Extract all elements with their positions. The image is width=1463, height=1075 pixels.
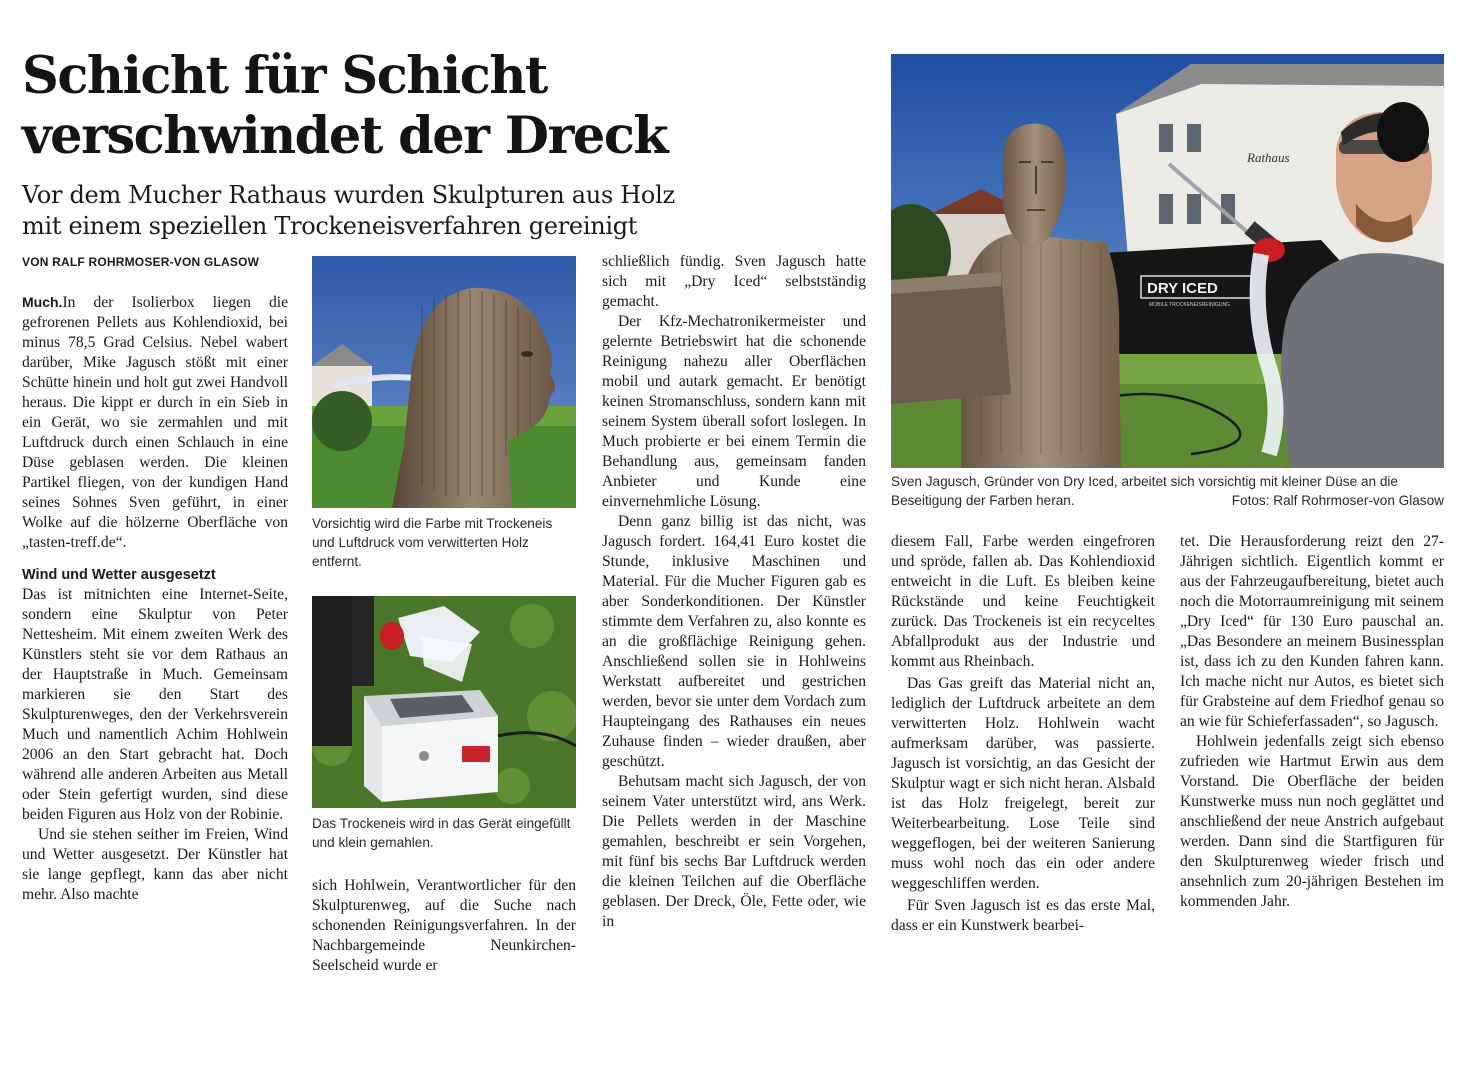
paragraph: schließlich fündig. Sven Jagusch hatte sich mit „Dry Iced“ selbstständig gemacht. — [602, 253, 866, 310]
subheadline-line-2: mit einem speziellen Trockeneisverfahren gereinigt — [22, 212, 638, 240]
rathaus-sign: Rathaus — [1247, 150, 1290, 165]
body-column-5 — [1180, 532, 1444, 978]
body-column-2 — [312, 876, 576, 976]
paragraph: Das ist mitnichten eine Internet-Seite, sondern eine Skulptur von Peter Nettesheim. Mit einem zweiten Werk des Künstlers steht sie vor dem Rathaus an der Hauptstraße in Much. Gemeinsam markieren sie den Start des Skulpturenweges, den der Verkehrsverein Much und namentlich Achim Hohlwein 2006 an den Start gebracht hat. Doch während alle anderen Arbeiten aus Metall oder Stein gefertigt wurden, sind diese beiden Figuren aus Holz von der Robinie. — [22, 586, 288, 823]
paragraph: Für Sven Jagusch ist es das erste Mal, dass er ein Kunstwerk bearbei- — [891, 897, 1155, 934]
body-column-3 — [602, 252, 866, 978]
paragraph: sich Hohlwein, Verantwortlicher für den Skulpturenweg, auf die Suche nach schonenden Reinigungsverfahren. In der Nachbargemeinde Neunkirchen-Seelscheid wurde er — [312, 877, 576, 974]
paragraph: Denn ganz billig ist das nicht, was Jagusch fordert. 164,41 Euro kostet die Stunde, inklusive Maschinen und Material. Für die Mucher Figuren gab es aber Sonderkonditionen. Der Künstler stimmte dem Verfahren zu, also konnte es an die großflächige Reinigung gehen. Anschließend sollen sie in Hohlweins Werkstatt aufbereitet und gestrichen werden, bevor sie unter dem Vordach zum Haupteingang des Rathauses ein neues Zuhause finden – wieder draußen, aber geschützt. — [602, 513, 866, 770]
paragraph: Und sie stehen seither im Freien, Wind und Wetter ausgesetzt. Der Künstler hat sie lange gepflegt, kann das aber nicht mehr. Also machte — [22, 826, 288, 903]
section-subtitle: Wind und Wetter ausgesetzt — [22, 567, 216, 583]
photo-main-cleaning — [891, 54, 1444, 468]
headline-line-2: verschwindet der Dreck — [22, 106, 668, 166]
van-subtext: MOBILE TROCKENEISREINIGUNG — [1149, 302, 1231, 308]
paragraph: Der Kfz-Mechatronikermeister und gelernte Betriebswirt hat die schonende Reinigung nahezu aller Oberflächen mobil und autark gemacht. Er benötigt keinen Stromanschluss, sondern kann mit seinem System überall sofort loslegen. In Much probierte er bei einem Termin die Behandlung aus, gemeinsam fanden Anbieter und Kunde eine einvernehmliche Lösung. — [602, 313, 866, 510]
caption-main-text: Sven Jagusch, Gründer von Dry Iced, arbeitet sich vorsichtig mit kleiner Düse an die Beseitigung der Farben heran. — [891, 474, 1398, 508]
van-logo: DRY ICED — [1147, 280, 1218, 297]
photo-dry-ice-machine — [312, 596, 576, 808]
caption-dry-ice-machine: Das Trockeneis wird in das Gerät eingefüllt und klein gemahlen. — [312, 816, 571, 850]
caption-sculpture-head: Vorsichtig wird die Farbe mit Trockeneis und Luftdruck vom verwitterten Holz entfernt. — [312, 516, 553, 569]
paragraph: diesem Fall, Farbe werden eingefroren und spröde, fallen ab. Das Kohlendioxid entweicht in die Luft. Es bleiben keine Rückstände und keine Feuchtigkeit zurück. Das Trockeneis ist ein recyceltes Abfallprodukt aus der Industrie und kommt aus Rheinbach. — [891, 533, 1155, 670]
dateline: Much. — [22, 294, 63, 310]
byline: VON RALF ROHRMOSER-VON GLASOW — [22, 255, 260, 269]
paragraph: Behutsam macht sich Jagusch, der von seinem Vater unterstützt wird, ans Werk. Die Pellets werden in der Maschine gemahlen, beschreibt er sein Vorgehen, mit fünf bis sechs Bar Luftdruck werden die kleinen Teilchen auf die Oberfläche geblasen. Der Dreck, Öle, Fette oder, wie in — [602, 773, 866, 930]
body-column-1 — [22, 292, 288, 978]
headline-line-1: Schicht für Schicht — [22, 46, 547, 106]
paragraph: Das Gas greift das Material nicht an, lediglich der Luftdruck arbeitete an dem verwitterten Holz. Hohlwein wacht aufmerksam darüber, was passierte. Jagusch ist vorsichtig, an das Gesicht der Skulptur wagt er sich nicht heran. Alsbald ist das Holz freigelegt, bereit zur Weiterbearbeitung. Lose Teile sind weggeflogen, bei der weiteren Sanierung muss wohl noch das ein oder andere weggeschliffen werden. — [891, 675, 1155, 892]
paragraph: In der Isolierbox liegen die gefrorenen Pellets aus Kohlendioxid, bei minus 78,5 Grad Celsius. Nebel wabert darüber, Mike Jagusch stößt mit einer Schütte hinein und holt gut zwei Handvoll heraus. Die kippt er durch in ein Sieb in ein Gerät, wo sie zermahlen und mit Luftdruck durch einen Schlauch in eine Düse geblasen werden. Die kleinen Partikel fliegen, von der kundigen Hand seines Sohnes Sven geführt, in einer Wolke auf die hölzerne Oberfläche von „tasten-treff.de“. — [22, 294, 288, 551]
paragraph: Hohlwein jedenfalls zeigt sich ebenso zufrieden wie Hartmut Erwin aus dem Vorstand. Die Oberfläche der beiden Kunstwerke muss nun noch geglättet und anschließend der neue Anstrich aufgebaut werden. Dann sind die Startfiguren für den Skulpturenweg wieder frisch und ansehnlich zum 20-jährigen Bestehen im kommenden Jahr. — [1180, 733, 1444, 910]
body-column-4 — [891, 532, 1155, 978]
subheadline — [22, 180, 882, 242]
paragraph: tet. Die Herausforderung reizt den 27-Jährigen sichtlich. Eigentlich kommt er aus der Fahrzeugaufbereitung, bietet auch noch die Motorraumreinigung mit seinem „Dry Iced“ für 130 Euro pauschal an. „Das Besondere an meinem Businessplan ist, dass ich zu den Kunden fahren kann. Ich mache nicht nur Autos, es bietet sich für Grabsteine auf dem Friedhof genau so an wie für Schieferfassaden“, so Jagusch. — [1180, 533, 1444, 730]
photo-credit: Fotos: Ralf Rohrmoser-von Glasow — [1231, 493, 1444, 508]
headline — [22, 46, 882, 166]
photo-sculpture-head — [312, 256, 576, 508]
subheadline-line-1: Vor dem Mucher Rathaus wurden Skulpturen aus Holz — [22, 181, 675, 209]
